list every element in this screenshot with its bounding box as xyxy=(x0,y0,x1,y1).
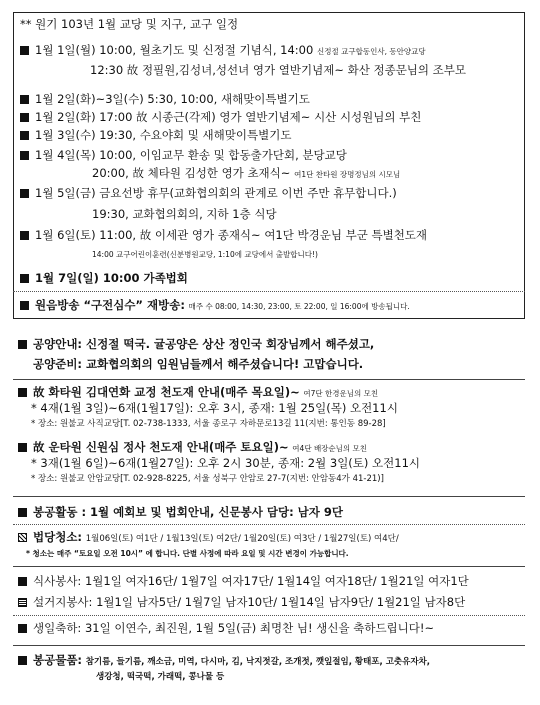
schedule-item-7: 1월 6일(토) 11:00, 故 이세관 영가 종재식~ 여1단 박경운님 부군 특별천도재 xyxy=(20,228,427,242)
cleaning-schedule: 법당청소: 1월06일(토) 여1단 / 1월13일(토) 여2단/ 1월20일(토) 여3단 / 1월27일(토) 여4단/ xyxy=(18,530,399,545)
donations-line-1: 봉공물품: 참기름, 들기름, 깨소금, 미역, 다시마, 김, 낙지젓갈, 조개젓, 깻잎절임, 황태포, 고춧유자차, xyxy=(18,653,430,668)
service-activity: 봉공활동 : 1월 예회보 및 법회안내, 신문봉사 담당: 남자 9단 xyxy=(18,505,343,519)
bullet-square-icon xyxy=(20,151,29,160)
notice-line-1: 공양안내: 신정절 떡국. 귤공양은 상산 정인국 회장님께서 해주셨고, xyxy=(18,337,374,351)
divider xyxy=(13,615,525,616)
bullet-square-icon xyxy=(20,301,29,310)
bullet-square-icon xyxy=(18,443,27,452)
broadcast-info: 원음방송 “구전심수” 재방송: 매주 수 08:00, 14:30, 23:00, 토 22:00, 일 16:00에 방송됩니다. xyxy=(20,298,410,312)
schedule-item-1-line2: 12:30 故 정필원,김성녀,성선녀 영가 열반기념제~ 화산 정종문님의 조부모 xyxy=(90,63,467,77)
schedule-item-6: 1월 5일(금) 금요선방 휴무(교화협의회의 관계로 이번 주만 휴무합니다.) xyxy=(20,186,397,200)
memorial-1-place: * 장소: 원불교 사직교당[T. 02-738-1333, 서울 종로구 자하문로13길 11(지번: 통인동 89-28] xyxy=(31,419,386,429)
bullet-square-icon xyxy=(18,340,27,349)
divider xyxy=(13,291,525,292)
memorial-2-place: * 장소: 원불교 안암교당[T. 02-928-8225, 서울 성북구 안암로 27-7(지번: 안암동4가 41-21)] xyxy=(31,474,384,484)
bullet-square-icon xyxy=(18,656,27,665)
divider xyxy=(13,645,525,646)
bullet-square-icon xyxy=(20,131,29,140)
schedule-item-6-line2: 19:30, 교화협의회의, 지하 1층 식당 xyxy=(92,207,277,221)
schedule-item-2: 1월 2일(화)~3일(수) 5:30, 10:00, 새해맞이특별기도 xyxy=(20,92,310,106)
meal-service: 식사봉사: 1월1일 여자16단/ 1월7일 여자17단/ 1월14일 여자18단/ 1월21일 여자1단 xyxy=(18,574,469,588)
schedule-item-8: 1월 7일(일) 10:00 가족법회 xyxy=(20,271,188,285)
schedule-item-1: 1월 1일(월) 10:00, 월초기도 및 신정절 기념식, 14:00 신정절 교구합동인사, 동안양교당 xyxy=(20,43,426,57)
memorial-2-title: 故 운타원 신원심 정사 천도재 안내(매주 토요일)~ 여4단 배장순님의 모친 xyxy=(18,440,367,454)
checkered-square-icon xyxy=(18,533,27,542)
schedule-item-5-line2: 20:00, 故 체타원 김성한 영가 초재식~ 여1단 찬타원 장명정님의 시모님 xyxy=(92,166,401,180)
bullet-square-icon xyxy=(18,624,27,633)
divider xyxy=(13,496,525,497)
divider xyxy=(13,524,525,525)
bullet-square-icon xyxy=(20,274,29,283)
memorial-1-dates: * 4재(1월 3일)~6재(1월17일): 오후 3시, 종재: 1월 25일(목) 오전11시 xyxy=(31,401,398,415)
schedule-item-4: 1월 3일(수) 19:30, 수요야회 및 새해맞이특별기도 xyxy=(20,128,291,142)
bullet-square-icon xyxy=(20,231,29,240)
cleaning-note: * 청소는 매주 “토요일 오전 10시” 에 합니다. 단별 사정에 따라 요일 및 시간 변경이 가능합니다. xyxy=(26,549,349,558)
bullet-square-icon xyxy=(18,388,27,397)
bullet-square-icon xyxy=(20,189,29,198)
schedule-item-5: 1월 4일(목) 10:00, 이임교무 환송 및 합동출가단회, 분당교당 xyxy=(20,148,347,162)
schedule-item-7-line2: 14:00 교구어린이훈련(신분병원교당, 1:10에 교당에서 출발합니다!) xyxy=(92,250,318,259)
bullet-square-icon xyxy=(18,577,27,586)
schedule-header: ** 원기 103년 1월 교당 및 지구, 교구 일정 xyxy=(20,17,239,31)
striped-square-icon xyxy=(18,598,27,607)
bullet-square-icon xyxy=(20,95,29,104)
bullet-square-icon xyxy=(20,113,29,122)
schedule-item-3: 1월 2일(화) 17:00 故 시종근(각제) 영가 열반기념제~ 시산 시성원님의 부친 xyxy=(20,110,421,124)
donations-line-2: 생강청, 떡국떡, 가래떡, 콩나물 등 xyxy=(96,672,225,682)
memorial-1-title: 故 화타원 김대연화 교정 천도재 안내(매주 목요일)~ 여7단 한경운님의 모친 xyxy=(18,385,378,399)
dishwashing-service: 설거지봉사: 1월1일 남자5단/ 1월7일 남자10단/ 1월14일 남자9단/ 1월21일 남자8단 xyxy=(18,595,465,609)
divider xyxy=(13,566,525,567)
notice-line-2: 공양준비: 교화협의회의 임원님들께서 해주셨습니다! 고맙습니다. xyxy=(33,357,364,371)
bullet-square-icon xyxy=(20,46,29,55)
birthday-greeting: 생일축하: 31일 이연수, 최진원, 1월 5일(금) 최명찬 님! 생신을 축하드립니다!~ xyxy=(18,621,434,635)
divider xyxy=(13,379,525,380)
memorial-2-dates: * 3재(1월 6일)~6재(1월27일): 오후 2시 30분, 종재: 2월 3일(토) 오전11시 xyxy=(31,456,421,470)
bullet-square-icon xyxy=(18,508,27,517)
